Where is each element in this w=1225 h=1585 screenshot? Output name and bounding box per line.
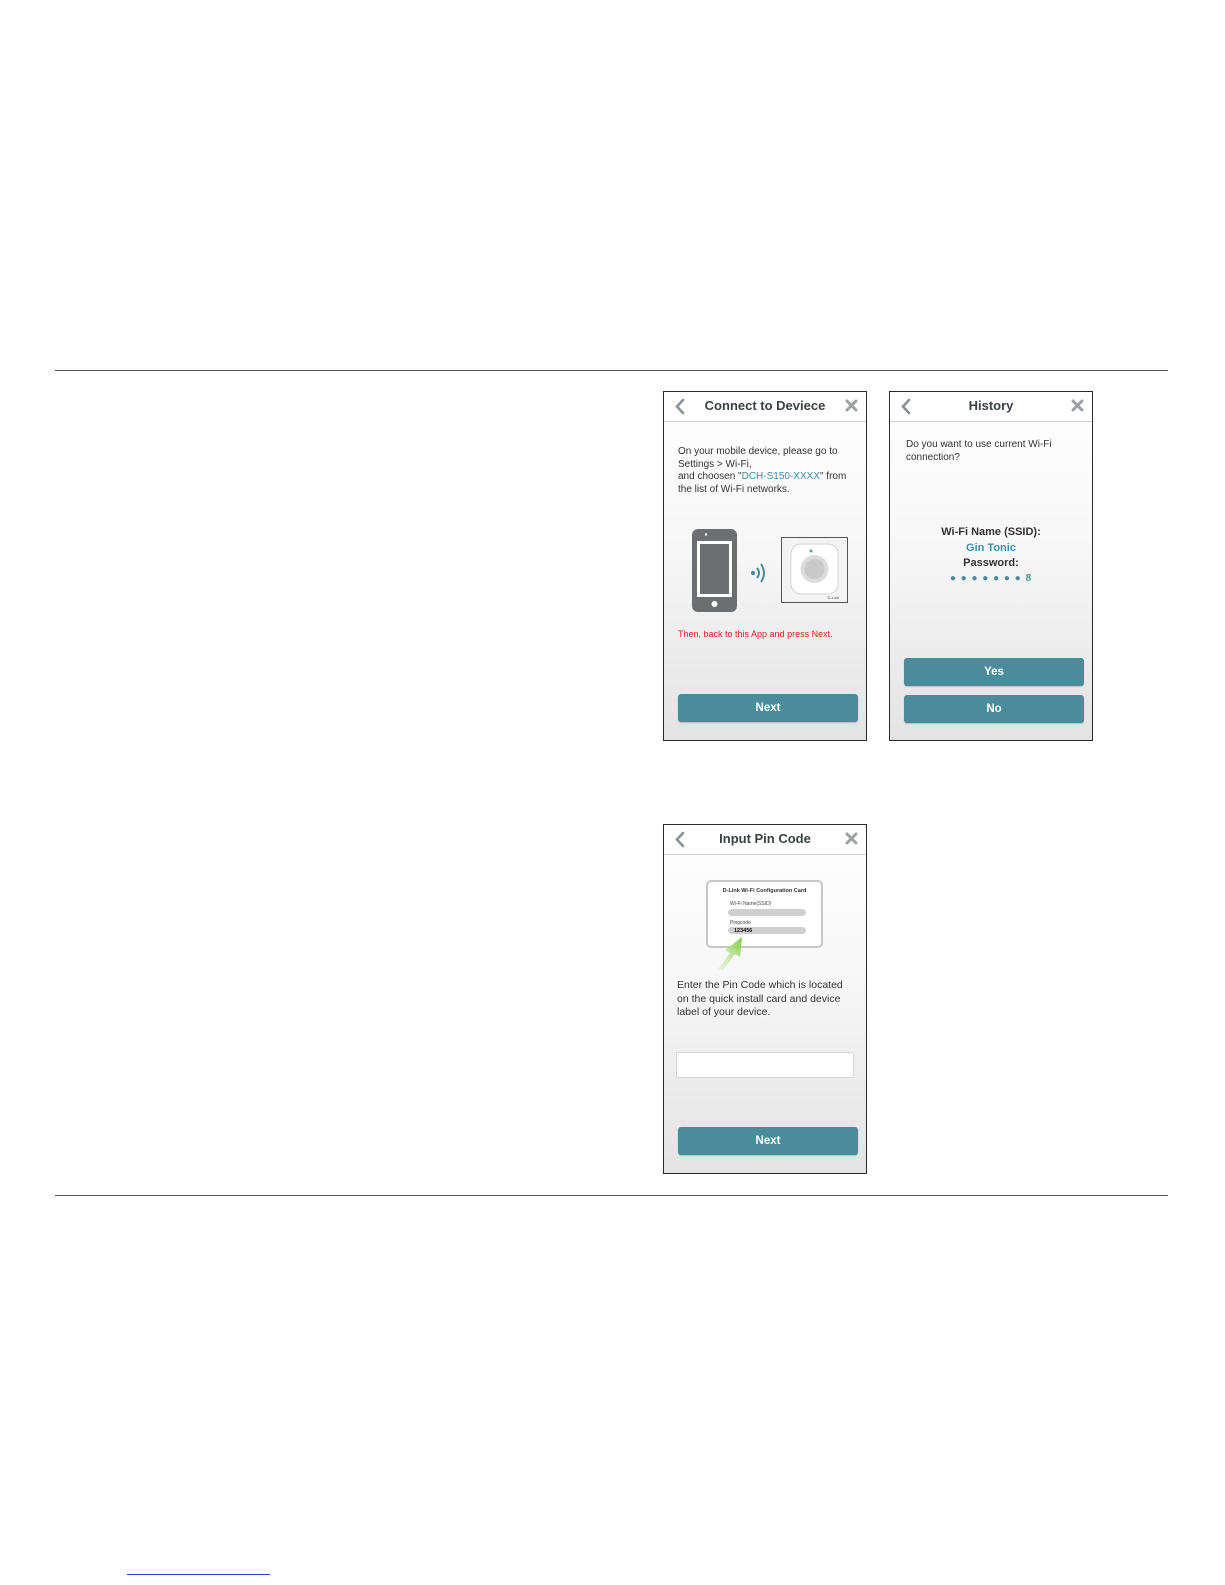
connect-header [664,392,866,422]
instruction-line: label of your device. [677,1006,771,1018]
close-icon[interactable] [845,399,858,412]
pointer-arrow-icon [716,933,748,971]
pin-code-input[interactable] [676,1052,854,1078]
connect-instruction [678,446,862,496]
smartphone-icon [691,528,738,613]
password-value: ● ● ● ● ● ● ● 8 [949,572,1033,584]
question-line: Do you want to use current Wi-Fi [906,439,1052,450]
back-icon[interactable] [900,398,912,415]
device-image [781,537,848,603]
connect-device-screen [663,391,867,741]
card-pincode-label: Pingcode [730,920,751,926]
device-brand: D-Link [827,595,839,600]
pin-instruction [677,979,861,1020]
pin-header [664,825,866,855]
instruction-line [678,471,862,484]
password-label: Password: [963,557,1019,569]
history-header [890,392,1092,422]
card-pincode-value: 123456 [734,928,753,934]
instruction-line: the list of Wi-Fi networks. [678,483,790,495]
back-icon[interactable] [674,398,686,415]
card-ssid-label: Wi-Fi Name(SSID) [730,901,772,907]
top-divider [55,370,1168,371]
pin-code-screen [663,824,867,1174]
back-icon[interactable] [674,831,686,848]
instruction-text: and choosen " [678,471,742,482]
bottom-divider [55,1195,1168,1196]
card-ssid-bar [728,909,806,916]
return-note: Then, back to this App and press Next. [678,629,833,639]
instruction-line: Settings > Wi-Fi, [678,458,752,470]
ssid-label: Wi-Fi Name (SSID): [941,526,1041,538]
instruction-line: on the quick install card and device [677,992,841,1005]
history-question [906,439,1086,464]
instruction-text: " from [819,471,847,482]
history-screen [889,391,1093,741]
wifi-signal-icon [750,560,770,586]
close-icon[interactable] [1071,399,1084,412]
close-icon[interactable] [845,832,858,845]
wifi-credentials [890,526,1092,588]
footer-link-underline[interactable] [127,1574,270,1575]
device-ssid: DCH-S150-XXXX [741,471,820,482]
motion-sensor-icon [782,538,847,602]
screen-title: Connect to Deviece [704,398,826,413]
question-line: connection? [906,451,960,463]
screen-title: Input Pin Code [719,831,811,846]
yes-button[interactable]: Yes [904,658,1084,686]
next-button[interactable]: Next [678,694,858,722]
instruction-line: Enter the Pin Code which is located [677,979,843,991]
next-button[interactable]: Next [678,1127,858,1155]
instruction-line: On your mobile device, please go to [678,446,838,457]
ssid-value: Gin Tonic [966,541,1016,554]
card-title: D-Link Wi-Fi Configuration Card [722,888,807,894]
screen-title: History [968,398,1014,413]
no-button[interactable]: No [904,695,1084,723]
